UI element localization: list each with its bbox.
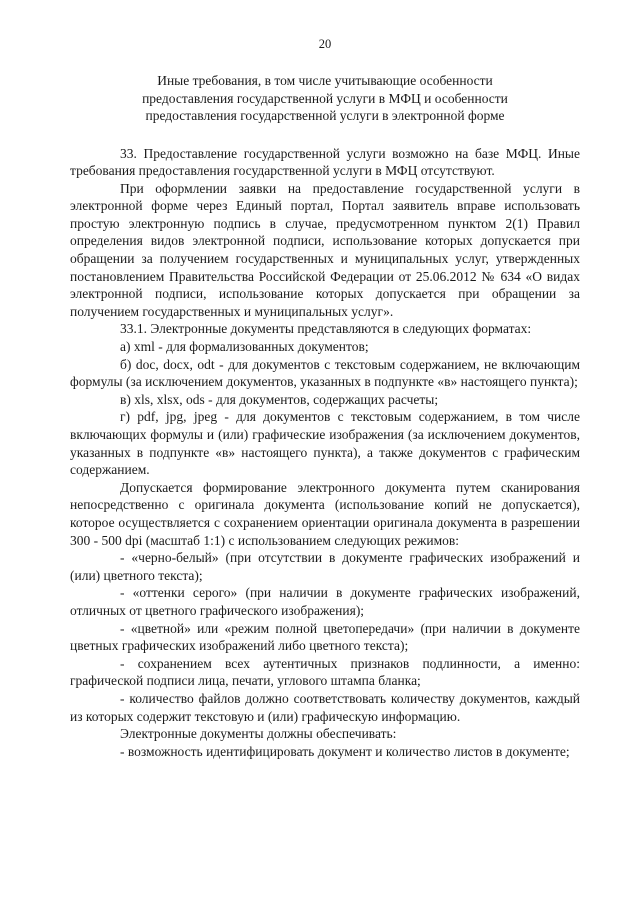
- paragraph-electronic-signature: При оформлении заявки на предоставление государственной услуги в электронной форме через Единый портал, Портал заявитель вправе использовать простую электронную подпись в случае, предусмотренном пунктом 2(1) Правил определения видов электронной подписи, использование которых допускается при обращении за получением государственных и муниципальных услуг, утвержденных постановлением Правительства Российской Федерации от 25.06.2012 № 634 «О видах электронной подписи, использование которых допускается при обращении за получением государственных и муниципальных услуг».: [70, 180, 580, 319]
- page-number: 20: [318, 37, 332, 51]
- list-item-v: в) xls, xlsx, ods - для документов, содержащих расчеты;: [120, 391, 439, 407]
- paragraph-scanning: Допускается формирование электронного документа путем сканирования непосредственно с оригинала документа (использование копий не допускается), которое осуществляется с сохранением ориентации оригинала документа в разрешении 300 - 500 dpi (масштаб 1:1) с использованием следующих режимов:: [70, 479, 580, 548]
- scan-mode-color: - «цветной» или «режим полной цветопередачи» (при наличии в документе цветных графических изображений либо цветного текста);: [70, 620, 580, 654]
- scan-mode-grayscale: - «оттенки серого» (при наличии в документе графических изображений, отличных от цветного графического изображения);: [70, 585, 580, 618]
- paragraph-requirements: Электронные документы должны обеспечивать:: [120, 726, 397, 742]
- paragraph-33: 33. Предоставление государственной услуги возможно на базе МФЦ. Иные требования предоставления государственной услуги в МФЦ отсутствуют.: [70, 145, 580, 179]
- heading-line: предоставления государственной услуги в электронной форме: [145, 108, 505, 123]
- scan-mode-authenticity: - сохранением всех аутентичных признаков подлинности, а именно: графической подписи лица, печати, углового штампа бланка;: [70, 655, 580, 689]
- paragraph-33-1: 33.1. Электронные документы представляются в следующих форматах:: [120, 321, 532, 337]
- requirement-identify: - возможность идентифицировать документ и количество листов в документе;: [120, 743, 570, 759]
- scan-mode-bw: - «черно-белый» (при отсутствии в документе графических изображений и (или) цветного текста);: [70, 550, 580, 583]
- scan-files-count: - количество файлов должно соответствовать количеству документов, каждый из которых содержит текстовую и (или) графическую информацию.: [70, 690, 580, 724]
- document-page: [70, 36, 580, 760]
- heading-line: предоставления государственной услуги в МФЦ и особенности: [142, 90, 508, 106]
- list-item-b: б) doc, docx, odt - для документов с текстовым содержанием, не включающим формулы (за исключением документов, указанных в подпункте «в» настоящего пункта);: [70, 356, 580, 390]
- section-heading: [70, 72, 580, 125]
- list-item-g: г) pdf, jpg, jpeg - для документов с текстовым содержанием, в том числе включающих формулы и (или) графические изображения (за исключением документов, указанных в подпункте «в» настоящего пункта), а также документов с графическим содержанием.: [70, 409, 580, 478]
- heading-line: Иные требования, в том числе учитывающие особенности: [157, 73, 493, 88]
- document-body: [70, 145, 580, 761]
- list-item-a: а) xml - для формализованных документов;: [120, 339, 369, 355]
